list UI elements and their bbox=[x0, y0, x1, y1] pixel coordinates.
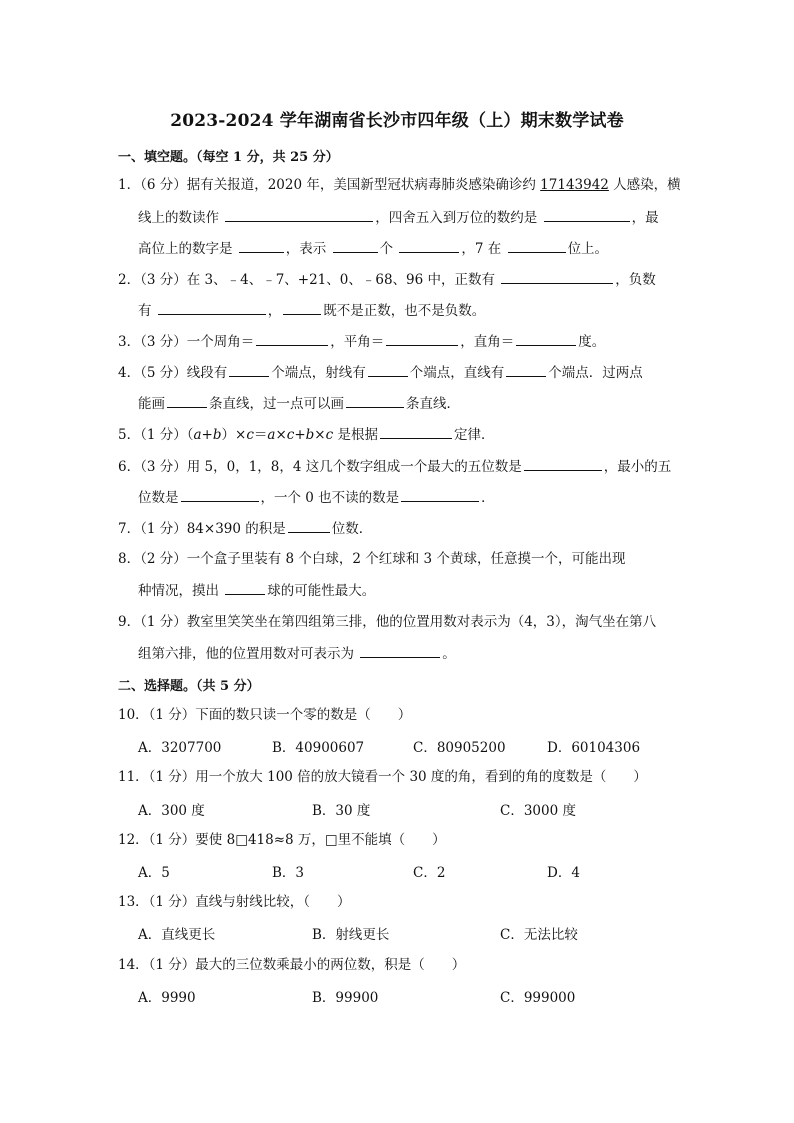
q5-var: c bbox=[325, 427, 334, 443]
answer-blank[interactable] bbox=[524, 456, 602, 471]
q4-text: 条直线． bbox=[406, 396, 460, 412]
q5-text: ）× bbox=[221, 427, 247, 443]
question-8-line-1 bbox=[118, 549, 625, 569]
question-11-stem: 11．（1 分）用一个放大 100 倍的放大镜看一个 30 度的角，看到的角的度数是（ ） bbox=[118, 769, 647, 785]
q6-text: ，最小的五 bbox=[603, 459, 672, 475]
answer-blank[interactable] bbox=[256, 331, 328, 346]
option-a[interactable]: A．5 bbox=[138, 865, 170, 881]
answer-blank[interactable] bbox=[346, 393, 404, 408]
q2-text: ，负数 bbox=[615, 272, 656, 288]
q9-text: 。 bbox=[442, 646, 456, 662]
q1-label: 线上的数读作 bbox=[138, 210, 224, 226]
question-9-line-1 bbox=[118, 612, 656, 632]
q5-text: 5．（1 分）（ bbox=[118, 427, 194, 443]
q5-text: ＝ bbox=[253, 427, 268, 443]
answer-blank[interactable] bbox=[181, 487, 259, 502]
question-5 bbox=[118, 424, 494, 445]
question-1-line-2 bbox=[138, 207, 659, 228]
question-1-line-1 bbox=[118, 175, 681, 195]
q1-label: ，表示 bbox=[285, 241, 331, 257]
question-4-line-1 bbox=[118, 362, 643, 383]
question-2-line-1 bbox=[118, 269, 656, 290]
q4-text: 能画 bbox=[138, 396, 165, 412]
option-b[interactable]: B．3 bbox=[272, 865, 305, 881]
q2-text: 2．（3 分）在 3、﹣4、﹣7、+21、0、﹣68、96 中，正数有 bbox=[118, 272, 500, 288]
option-c[interactable]: C．80905200 bbox=[413, 740, 506, 756]
question-14-stem: 14．（1 分）最大的三位数乘最小的两位数，积是（ ） bbox=[118, 957, 466, 973]
answer-blank[interactable] bbox=[508, 238, 566, 253]
q6-text: ． bbox=[481, 490, 495, 506]
answer-blank[interactable] bbox=[506, 362, 546, 377]
q2-text: 既不是正数，也不是负数。 bbox=[323, 303, 486, 319]
q9-text: 9．（1 分）教室里笑笑坐在第四组第三排，他的位置用数对表示为（4，3），淘气坐在第八 bbox=[118, 614, 657, 630]
answer-blank[interactable] bbox=[167, 393, 207, 408]
q1-text: 1．（6 分）据有关报道，2020 年，美国新型冠状病毒肺炎感染确诊约 bbox=[118, 177, 541, 193]
answer-blank[interactable] bbox=[368, 362, 408, 377]
q3-text: 3．（3 分）一个周角＝ bbox=[118, 334, 255, 350]
answer-blank[interactable] bbox=[386, 331, 458, 346]
question-3 bbox=[118, 331, 605, 352]
question-9-line-2 bbox=[138, 643, 456, 664]
option-a[interactable]: A．直线更长 bbox=[138, 927, 216, 943]
q3-text: ，平角＝ bbox=[330, 334, 385, 350]
option-c[interactable]: C．无法比较 bbox=[500, 927, 578, 943]
question-6-line-1 bbox=[118, 456, 671, 477]
answer-blank[interactable] bbox=[288, 518, 330, 533]
q4-text: 条直线，过一点可以画 bbox=[209, 396, 344, 412]
q6-text: 6．（3 分）用 5，0，1，8，4 这几个数字组成一个最大的五位数是 bbox=[118, 459, 522, 475]
q1-label: ，四舍五入到万位的数约是 bbox=[375, 210, 542, 226]
q5-text: 定律． bbox=[453, 427, 495, 443]
question-4-line-2 bbox=[138, 393, 460, 414]
q5-text: × bbox=[314, 427, 326, 443]
answer-blank[interactable] bbox=[239, 238, 284, 253]
q1-label: 高位上的数字是 bbox=[138, 241, 237, 257]
section-heading-fill-blank: 一、填空题。（每空 1 分，共 25 分） bbox=[118, 150, 339, 165]
option-b[interactable]: B．99900 bbox=[312, 990, 379, 1006]
answer-blank[interactable] bbox=[399, 238, 459, 253]
q7-text: 7．（1 分）84×390 的积是 bbox=[118, 521, 286, 537]
q5-var: c bbox=[286, 427, 295, 443]
option-b[interactable]: B．40900607 bbox=[272, 740, 365, 756]
question-6-line-2 bbox=[138, 487, 495, 508]
q5-text: × bbox=[275, 427, 287, 443]
q5-text: 是根据 bbox=[333, 427, 378, 443]
q4-text: 4．（5 分）线段有 bbox=[118, 365, 228, 381]
question-8-line-2 bbox=[138, 580, 375, 601]
q5-expr: a+b bbox=[193, 427, 222, 443]
q4-text: 个端点，射线有 bbox=[271, 365, 366, 381]
q1-number: 17143942 bbox=[540, 177, 609, 193]
answer-blank[interactable] bbox=[229, 362, 269, 377]
option-c[interactable]: C．3000 度 bbox=[500, 803, 576, 819]
question-7 bbox=[118, 518, 372, 539]
q2-text: ， bbox=[267, 303, 282, 319]
q8-text: 球的可能性最大。 bbox=[267, 583, 376, 599]
option-a[interactable]: A．9990 bbox=[138, 990, 196, 1006]
question-1-line-3 bbox=[138, 238, 608, 259]
answer-blank[interactable] bbox=[225, 580, 265, 595]
option-d[interactable]: D．60104306 bbox=[547, 740, 641, 756]
q9-text: 组第六排，他的位置用数对可表示为 bbox=[138, 646, 359, 662]
answer-blank[interactable] bbox=[333, 238, 378, 253]
q1-label: ，最 bbox=[631, 210, 659, 226]
answer-blank[interactable] bbox=[544, 207, 630, 222]
answer-blank[interactable] bbox=[516, 331, 576, 346]
question-10-stem: 10．（1 分）下面的数只读一个零的数是（ ） bbox=[118, 707, 412, 723]
answer-blank[interactable] bbox=[360, 643, 440, 658]
answer-blank[interactable] bbox=[283, 300, 321, 315]
answer-blank[interactable] bbox=[158, 300, 266, 315]
q5-var: b bbox=[305, 427, 315, 443]
question-2-line-2 bbox=[138, 300, 485, 321]
option-c[interactable]: C．999000 bbox=[500, 990, 576, 1006]
question-12-stem: 12．（1 分）要使 8□418≈8 万，□里不能填（ ） bbox=[118, 832, 446, 848]
option-c[interactable]: C．2 bbox=[413, 865, 446, 881]
question-13-stem: 13．（1 分）直线与射线比较，（ ） bbox=[118, 894, 351, 910]
q2-text: 有 bbox=[138, 303, 156, 319]
q3-text: 度。 bbox=[578, 334, 606, 350]
q1-label: 位上。 bbox=[567, 241, 609, 257]
q8-text: 种情况，摸出 bbox=[138, 583, 224, 599]
q5-var: c bbox=[246, 427, 254, 443]
option-b[interactable]: B．30 度 bbox=[312, 803, 371, 819]
page-title: 2023-2024 学年湖南省长沙市四年级（上）期末数学试卷 bbox=[170, 111, 624, 131]
option-b[interactable]: B．射线更长 bbox=[312, 927, 390, 943]
option-a[interactable]: A．300 度 bbox=[138, 803, 205, 819]
q8-text: 8．（2 分）一个盒子里装有 8 个白球，2 个红球和 3 个黄球，任意摸一个，可能出现 bbox=[118, 551, 626, 567]
answer-blank[interactable] bbox=[401, 487, 479, 502]
q1-label: 个 bbox=[379, 241, 398, 257]
q5-text: + bbox=[294, 427, 306, 443]
option-d[interactable]: D．4 bbox=[547, 865, 580, 881]
q4-text: 个端点．过两点 bbox=[548, 365, 643, 381]
answer-blank[interactable] bbox=[501, 269, 613, 284]
answer-blank[interactable] bbox=[380, 424, 452, 439]
q5-var: a bbox=[267, 427, 276, 443]
section-heading-multiple-choice: 二、选择题。（共 5 分） bbox=[118, 679, 260, 694]
option-a[interactable]: A．3207700 bbox=[138, 740, 222, 756]
q4-text: 个端点，直线有 bbox=[409, 365, 505, 381]
q7-text: 位数． bbox=[331, 521, 373, 537]
q6-text: 位数是 bbox=[138, 490, 179, 506]
q3-text: ，直角＝ bbox=[460, 334, 515, 350]
q1-label: ，7 在 bbox=[461, 241, 506, 257]
q1-text-end: 人感染，横 bbox=[608, 177, 681, 193]
q6-text: ，一个 0 也不读的数是 bbox=[260, 490, 400, 506]
answer-blank[interactable] bbox=[225, 207, 373, 222]
